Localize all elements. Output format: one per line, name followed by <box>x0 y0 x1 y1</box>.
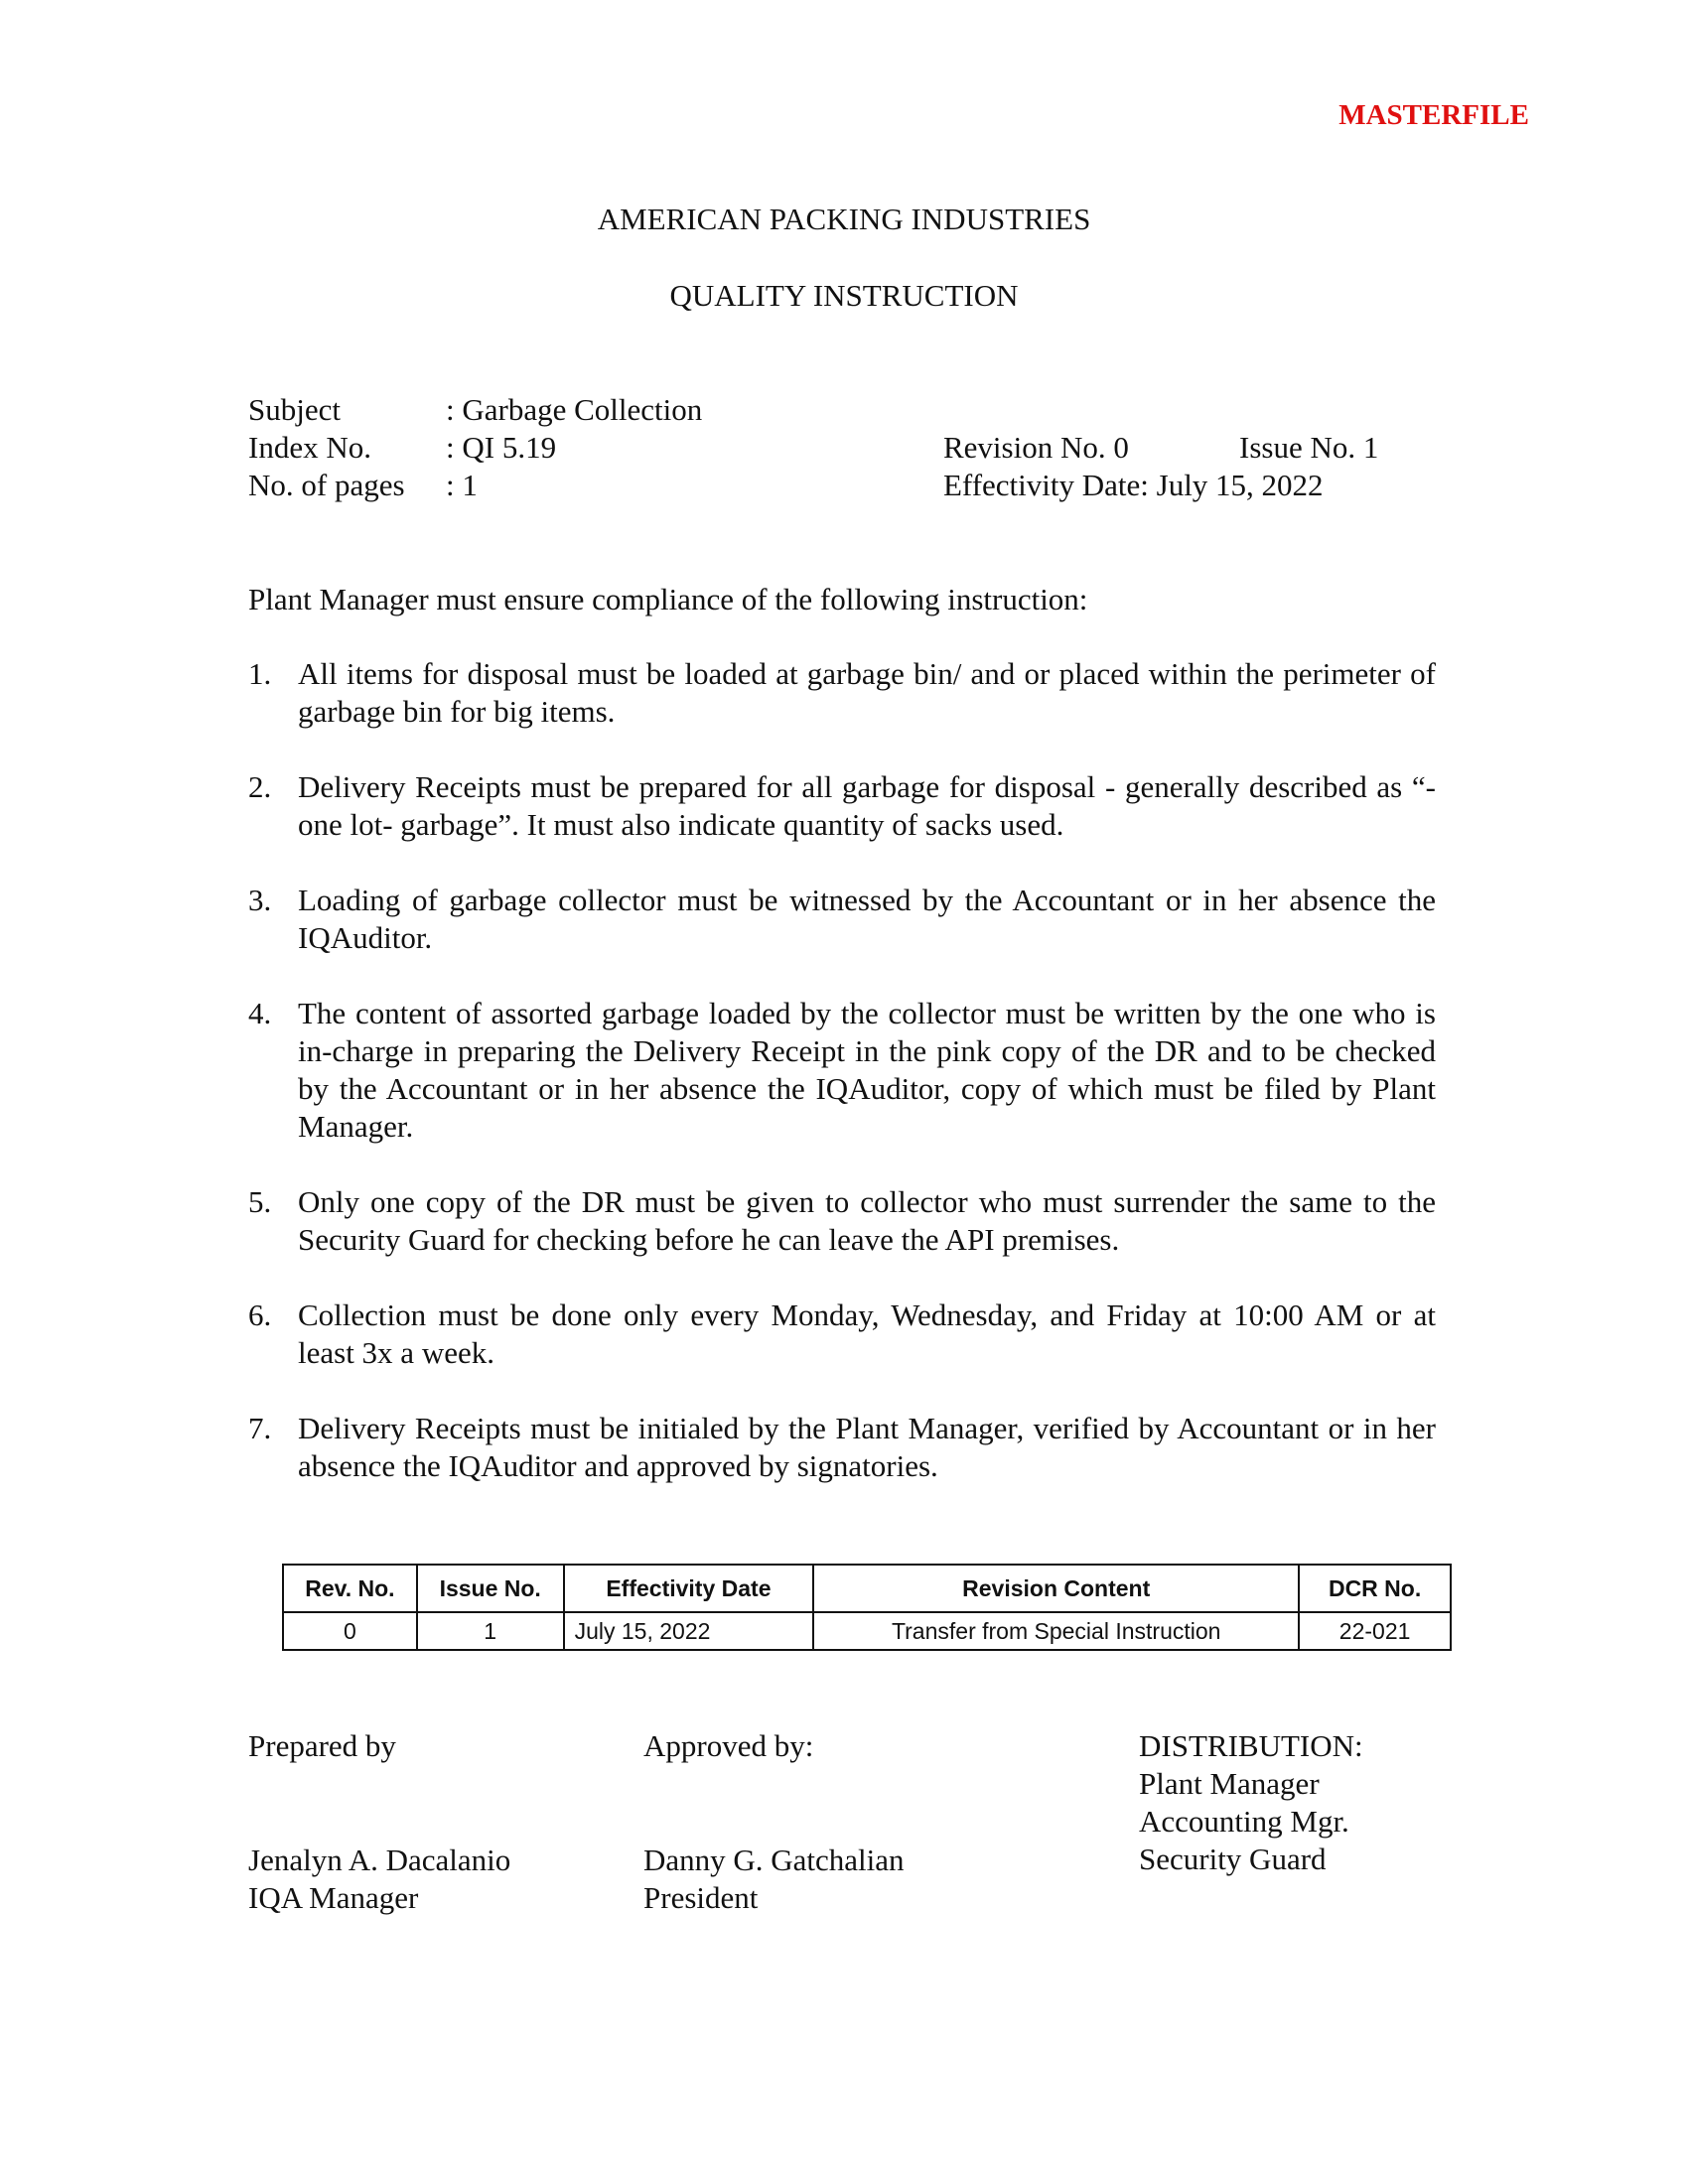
revision-number: Revision No. 0 <box>943 430 1129 465</box>
cell-issue-no: 1 <box>417 1612 564 1650</box>
distribution-item: Security Guard <box>1139 1842 1327 1876</box>
distribution-block <box>1139 1727 1363 1878</box>
list-item <box>248 995 1436 1146</box>
item-number: 5. <box>248 1184 272 1219</box>
item-text: Delivery Receipts must be prepared for all garbage for disposal - generally described as “- one lot- garbage”. It must also indicate quantity of sacks used. <box>298 769 1436 842</box>
effectivity-date: Effectivity Date: July 15, 2022 <box>943 468 1324 502</box>
item-number: 7. <box>248 1411 272 1445</box>
item-number: 1. <box>248 656 272 691</box>
masterfile-stamp: MASTERFILE <box>1338 99 1529 131</box>
item-text: Loading of garbage collector must be witnessed by the Accountant or in her absence the IQAuditor. <box>298 883 1436 955</box>
header-issue-no: Issue No. <box>417 1565 564 1612</box>
pages-value: : 1 <box>446 468 478 502</box>
company-name: AMERICAN PACKING INDUSTRIES <box>597 202 1091 236</box>
document-title: QUALITY INSTRUCTION <box>669 278 1019 313</box>
issue-number: Issue No. 1 <box>1239 430 1379 465</box>
preparer-block <box>248 1842 510 1917</box>
item-text: Collection must be done only every Monday, Wednesday, and Friday at 10:00 AM or at least 3x a week. <box>298 1297 1436 1370</box>
approved-by-label: Approved by: <box>643 1728 814 1763</box>
cell-rev-no: 0 <box>283 1612 417 1650</box>
item-text: Only one copy of the DR must be given to collector who must surrender the same to the Security Guard for checking before he can leave the API premises. <box>298 1184 1436 1257</box>
item-number: 6. <box>248 1297 272 1332</box>
header-dcr-no: DCR No. <box>1299 1565 1451 1612</box>
item-number: 3. <box>248 883 272 917</box>
distribution-item: Plant Manager <box>1139 1766 1320 1801</box>
prepared-by-label: Prepared by <box>248 1728 396 1763</box>
item-text: The content of assorted garbage loaded by the collector must be written by the one who is in-charge in preparing the Delivery Receipt in the pink copy of the DR and to be checked by the Accountant or in her absence the IQAuditor, copy of which must be filed by Plant Manager. <box>298 996 1436 1144</box>
approver-block <box>643 1842 905 1917</box>
table-header-row <box>283 1565 1451 1612</box>
instruction-list <box>248 655 1436 1523</box>
distribution-item: Accounting Mgr. <box>1139 1804 1349 1839</box>
approver-name: Danny G. Gatchalian <box>643 1843 905 1877</box>
list-item <box>248 655 1436 731</box>
list-item <box>248 1410 1436 1485</box>
pages-label: No. of pages <box>248 468 405 502</box>
list-item <box>248 1297 1436 1372</box>
distribution-label: DISTRIBUTION: <box>1139 1728 1363 1763</box>
subject-label: Subject <box>248 392 341 427</box>
index-label: Index No. <box>248 430 371 465</box>
header-effectivity-date: Effectivity Date <box>564 1565 814 1612</box>
item-text: All items for disposal must be loaded at garbage bin/ and or placed within the perimeter of garbage bin for big items. <box>298 656 1436 729</box>
item-number: 4. <box>248 996 272 1030</box>
preparer-title: IQA Manager <box>248 1880 419 1915</box>
subject-value: : Garbage Collection <box>446 392 703 427</box>
header-rev-no: Rev. No. <box>283 1565 417 1612</box>
item-number: 2. <box>248 769 272 804</box>
header-revision-content: Revision Content <box>813 1565 1299 1612</box>
list-item <box>248 1183 1436 1259</box>
cell-effectivity-date: July 15, 2022 <box>564 1612 814 1650</box>
list-item <box>248 882 1436 957</box>
table-row <box>283 1612 1451 1650</box>
cell-dcr-no: 22-021 <box>1299 1612 1451 1650</box>
item-text: Delivery Receipts must be initialed by the Plant Manager, verified by Accountant or in her absence the IQAuditor and approved by signatories. <box>298 1411 1436 1483</box>
intro-text: Plant Manager must ensure compliance of the following instruction: <box>248 582 1088 616</box>
index-value: : QI 5.19 <box>446 430 557 465</box>
approver-title: President <box>643 1880 759 1915</box>
revision-table <box>282 1564 1452 1651</box>
cell-revision-content: Transfer from Special Instruction <box>813 1612 1299 1650</box>
list-item <box>248 768 1436 844</box>
preparer-name: Jenalyn A. Dacalanio <box>248 1843 511 1877</box>
